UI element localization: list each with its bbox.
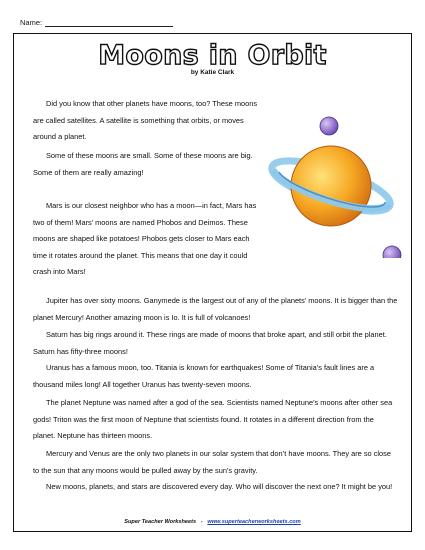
name-field[interactable]: [20, 18, 173, 27]
footer-link[interactable]: www.superteacherworksheets.com: [207, 519, 301, 525]
paragraph-8: Mercury and Venus are the only two planets in our solar system that don’t have moons. They are so close to the sun that any moons would be pulled away by the sun’s gravity.: [33, 449, 391, 475]
planet-illustration: [265, 108, 405, 258]
paragraph-1: Did you know that other planets have moons, too? These moons are called satellites. A satellite is something that orbits, or moves around a planet.: [33, 99, 258, 141]
footer-separator: -: [200, 519, 203, 525]
paragraph-7: The planet Neptune was named after a god of the sea. Scientists named Neptune’s moons after other sea gods! Triton was the first moon of Neptune that scientists found. It rotates in a different direction from the planet. Neptune has thirteen moons.: [33, 398, 393, 440]
name-label: Name:: [20, 18, 43, 27]
paragraph-6: Uranus has a famous moon, too. Titania is known for earthquakes! Some of Titania’s fault lines are a thousand miles long! All together Uranus has twenty-seven moons.: [33, 363, 375, 389]
paragraph-5: Saturn has big rings around it. These rings are made of moons that broke apart, and still orbit the planet. Saturn has fifty-three moons!: [33, 330, 387, 356]
paragraph-4: Jupiter has over sixty moons. Ganymede is the largest out of any of the planets’ moons. It is bigger than the planet Mercury! Another amazing moon is Io. It is full of volcanoes!: [33, 296, 398, 322]
paragraph-3: Mars is our closest neighbor who has a moon—in fact, Mars has two of them! Mars’ moons are named Phobos and Deimos. These moons are shaped like potatoes! Phobos gets closer to Mars each time it rotates around the planet. This means that one day it could crash into Mars!: [33, 201, 257, 276]
paragraph-9: New moons, planets, and stars are discovered every day. Who will discover the next one? It might be you!: [46, 482, 393, 491]
moon-top: [320, 117, 338, 135]
paragraph-2: Some of these moons are small. Some of these moons are big. Some of them are really amazing!: [33, 151, 253, 177]
footer: [0, 519, 425, 525]
moon-bottom: [383, 246, 401, 258]
byline: by Katie Clark: [190, 69, 235, 76]
page-title: Moons in Orbit: [98, 40, 327, 71]
name-underline[interactable]: [45, 18, 173, 27]
planet-body: [291, 146, 371, 226]
footer-brand: Super Teacher Worksheets: [124, 519, 197, 525]
